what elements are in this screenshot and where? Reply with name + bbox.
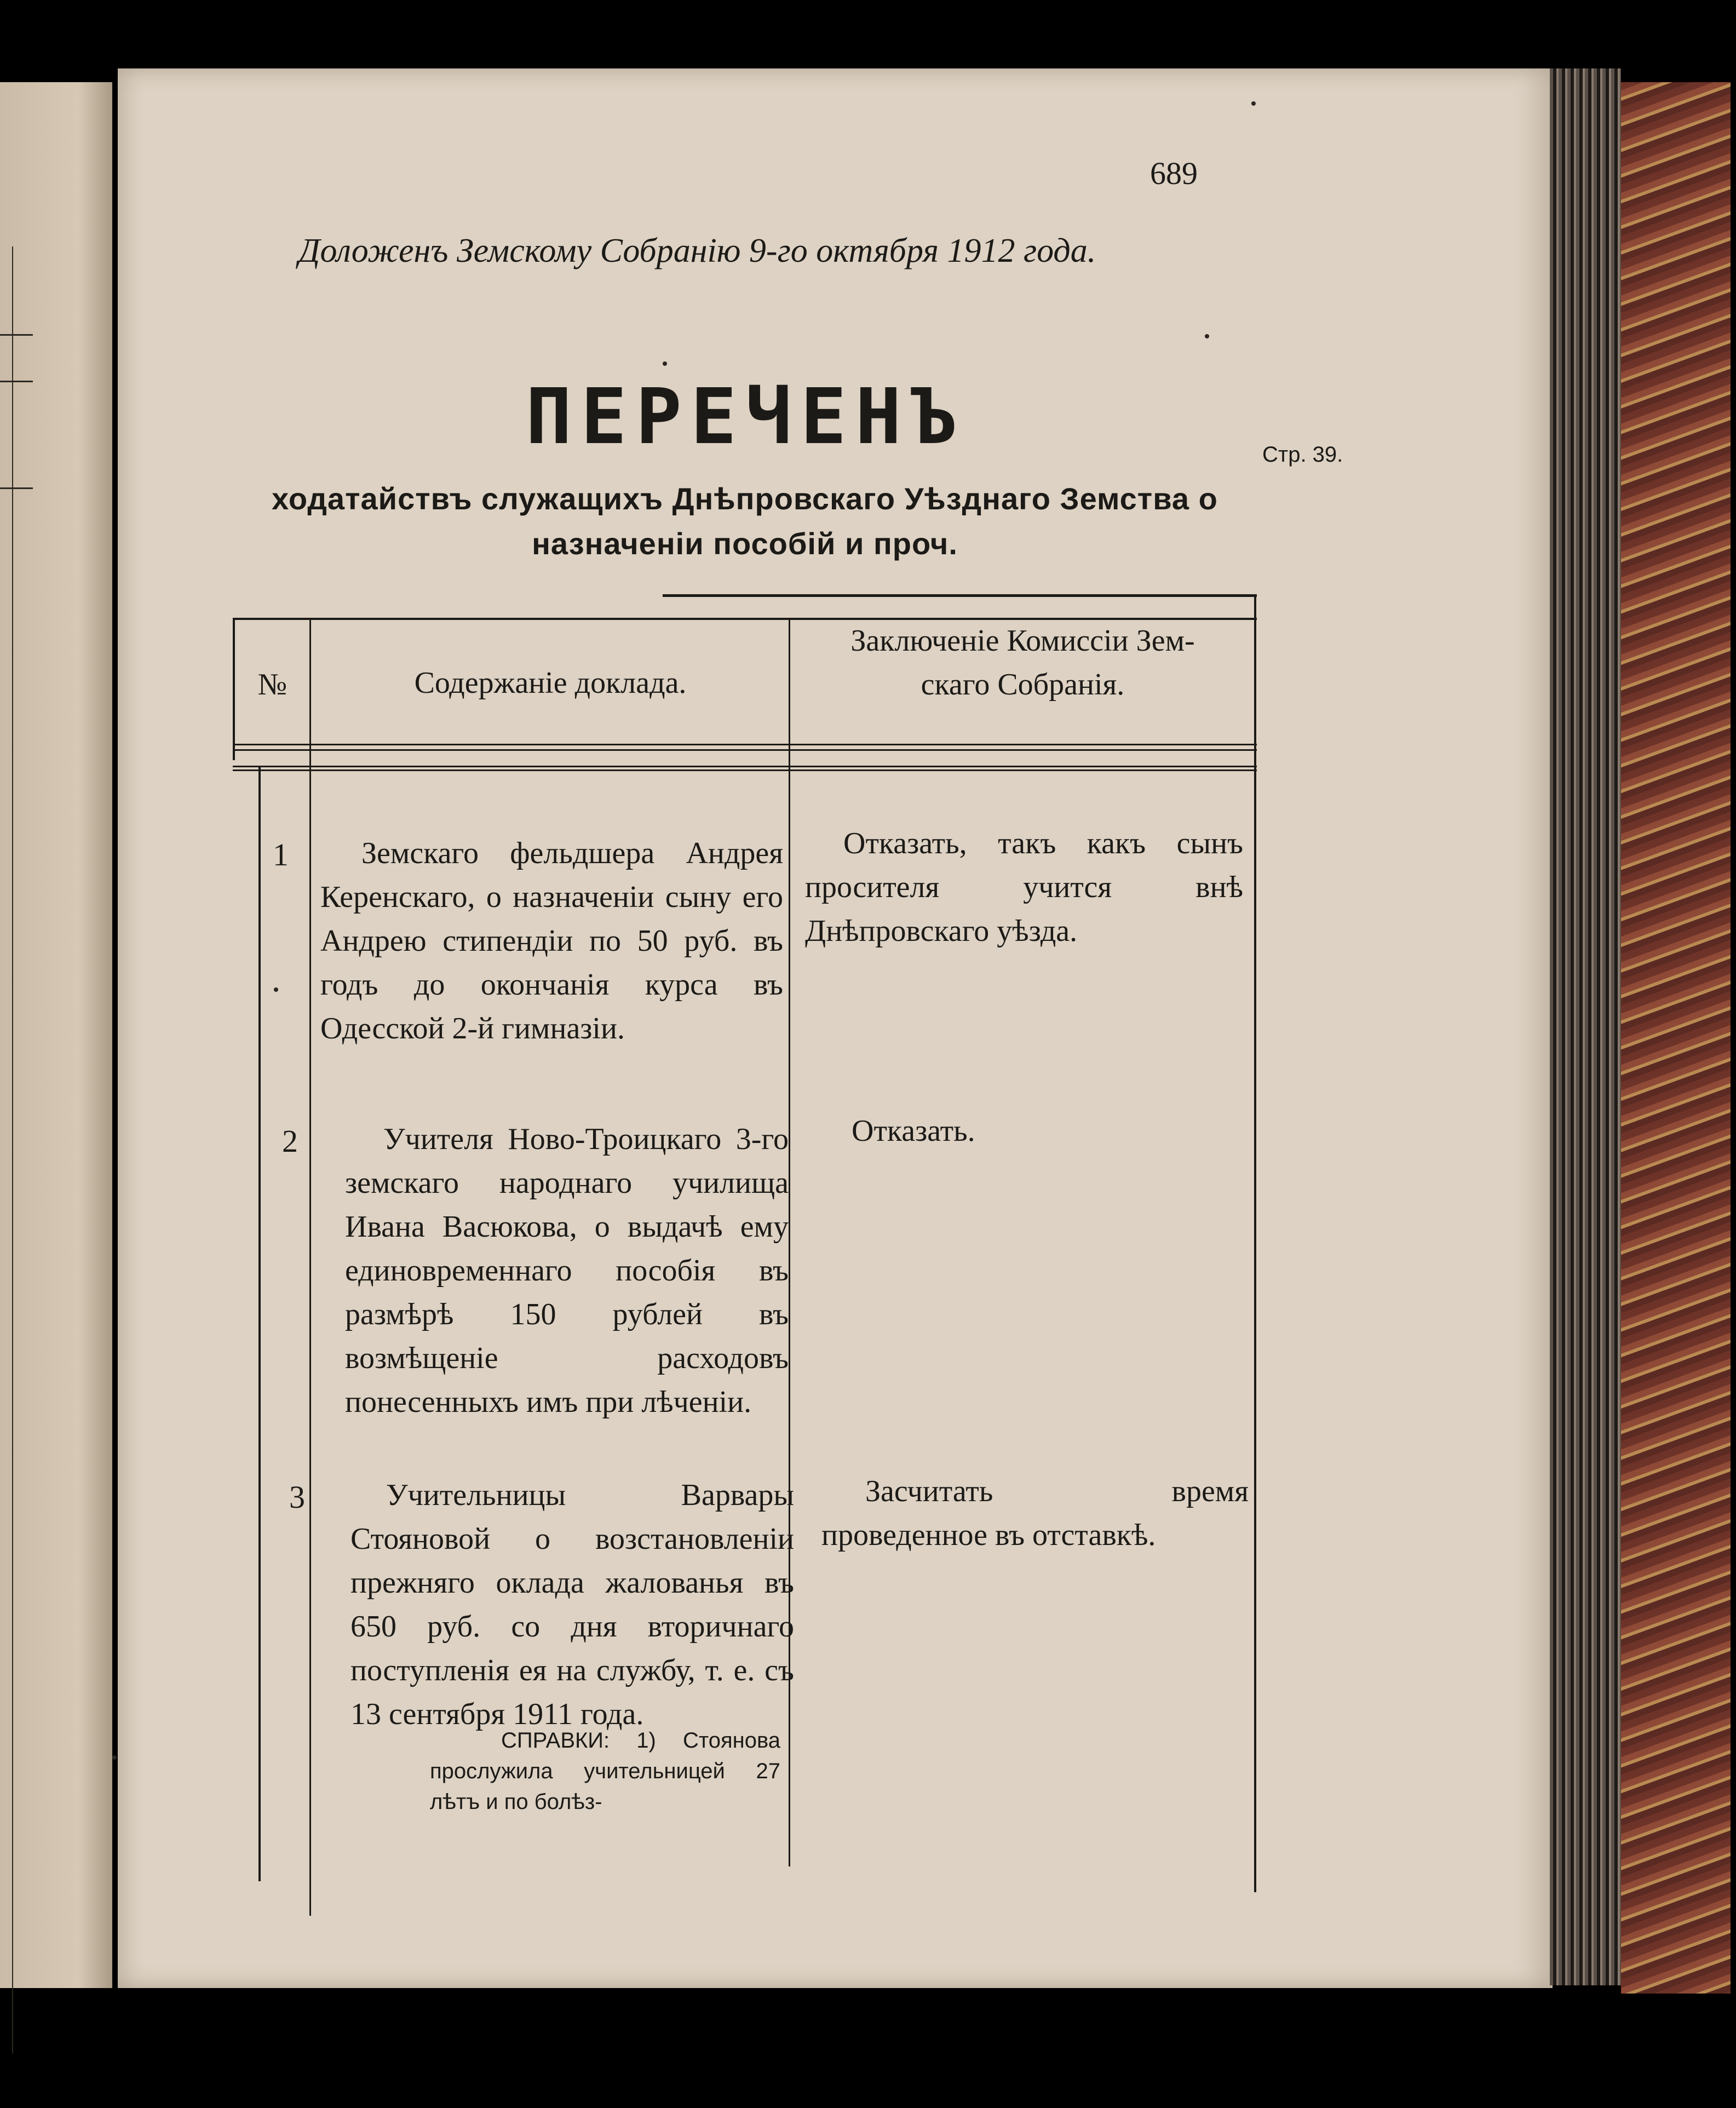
row-number: 2 (282, 1123, 298, 1159)
column-header-decision-line: Заключеніе Комиссіи Зем- (850, 624, 1195, 658)
left-page-line (0, 334, 33, 336)
paper-speck (1251, 101, 1256, 106)
subtitle-line: ходатайствъ служащихъ Днѣпровскаго Уѣзднаго Земства о (272, 481, 1218, 516)
left-page-line (0, 381, 33, 382)
row-content: Земскаго фельдшера Андрея Керенскаго, о назначеніи сыну его Андрею стипендіи по 50 руб. въ годъ до окончанія курса въ Одесской 2-й гимназіи. (320, 836, 783, 1046)
paper-speck (112, 1755, 117, 1760)
subtitle (230, 476, 1260, 566)
row-decision: Засчитать время проведенное въ отставкѣ. (821, 1474, 1249, 1552)
book-cover (1621, 82, 1731, 1994)
row-number: 1 (273, 837, 289, 872)
row-note: СПРАВКИ: 1) Стоянова прослужила учительницей 27 лѣтъ и по болѣз- (430, 1728, 780, 1814)
table-top-rule (663, 594, 1257, 597)
page-number: 689 (1150, 156, 1198, 191)
column-header-number: № (257, 668, 288, 702)
row-decision: Отказать. (852, 1114, 975, 1148)
page-edges (1550, 68, 1621, 1985)
table-border-left (233, 618, 235, 760)
paper-speck (1205, 334, 1209, 338)
table-double-rule (233, 769, 1257, 771)
row-number: 3 (289, 1479, 305, 1515)
row-content: Учителя Ново-Троицкаго 3-го земскаго народнаго училища Ивана Васюкова, о выдачѣ ему единовременнаго пособія въ размѣрѣ 150 рублей въ возмѣщеніе расходовъ понесенныхъ имъ при лѣченіи. (345, 1122, 789, 1419)
table-double-rule (233, 749, 1257, 751)
left-page-rule (12, 246, 13, 2054)
table-double-rule (233, 744, 1257, 745)
subtitle-line: назначеніи пособій и проч. (532, 526, 958, 561)
column-header-decision-line: скаго Собранія. (921, 668, 1125, 702)
table-border-left (258, 767, 261, 1881)
row-decision: Отказать, такъ какъ сынъ просителя учится внѣ Днѣпровскаго уѣзда. (805, 826, 1243, 948)
side-page-reference: Стр. 39. (1262, 443, 1343, 467)
column-divider (309, 618, 311, 1916)
column-header-content: Содержаніе доклада. (414, 666, 687, 700)
page-title: ПЕРЕЧЕНЪ (526, 372, 965, 462)
left-page-line (0, 487, 33, 489)
paper-speck (663, 361, 667, 366)
left-page-edge (0, 82, 112, 1988)
report-date-header: Доложенъ Земскому Собранію 9-го октября 1912 года. (298, 232, 1096, 269)
column-header-decision (791, 619, 1254, 707)
table-double-rule (233, 766, 1257, 767)
paper-speck (274, 987, 278, 992)
table-border-right (1254, 594, 1256, 1892)
row-content: Учительницы Варвары Стояновой о возстановленіи прежняго оклада жалованья въ 650 руб. со дня вторичнаго поступленія ея на службу, т. е. съ 13 сентября 1911 года. (350, 1478, 794, 1731)
